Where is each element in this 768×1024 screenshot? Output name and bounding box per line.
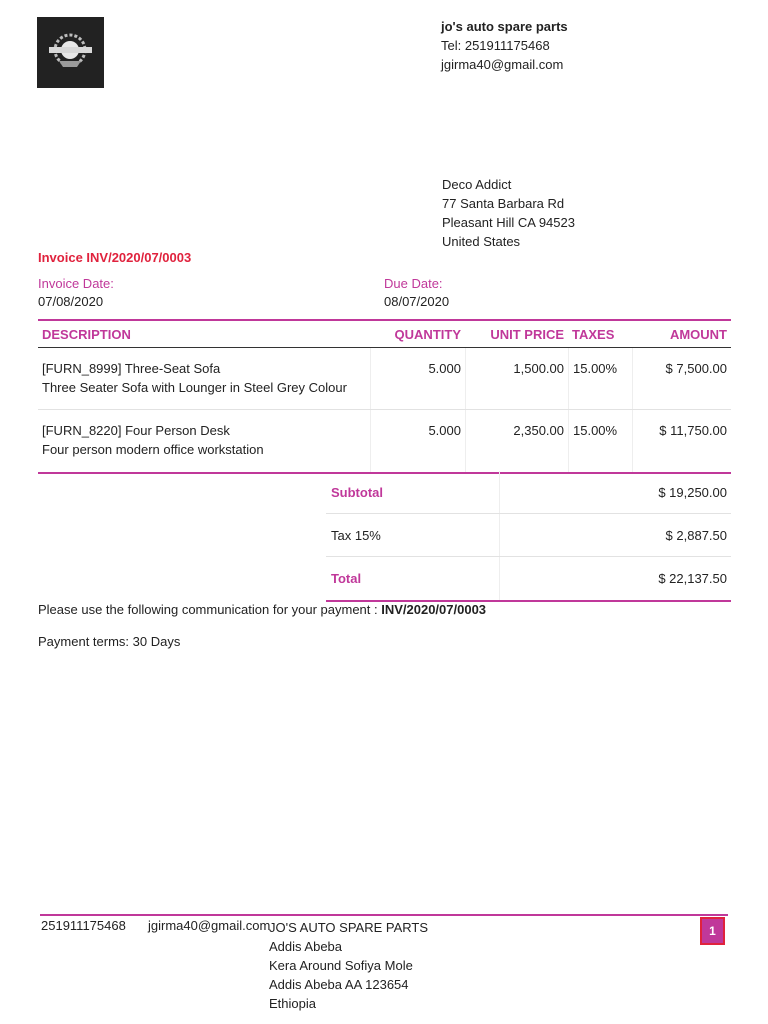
payment-terms: Payment terms: 30 Days — [38, 634, 181, 649]
due-date-value: 08/07/2020 — [384, 294, 450, 309]
product-name: [FURN_8220] Four Person Desk — [42, 423, 230, 438]
line-quantity: 5.000 — [370, 348, 465, 409]
product-name: [FURN_8999] Three-Seat Sofa — [42, 361, 221, 376]
customer-city: Pleasant Hill CA 94523 — [442, 215, 575, 230]
table-header — [38, 321, 731, 348]
table-row — [38, 410, 731, 472]
communication-text: Please use the following communication for your payment : — [38, 602, 382, 617]
line-description — [38, 348, 370, 409]
tax-value: $ 2,887.50 — [665, 527, 727, 543]
invoice-title: Invoice INV/2020/07/0003 — [38, 250, 192, 265]
header-description: DESCRIPTION — [42, 326, 131, 342]
footer-company: JO'S AUTO SPARE PARTS — [269, 920, 429, 935]
footer-email: jgirma40@gmail.com — [148, 918, 271, 933]
header-taxes: TAXES — [572, 326, 615, 342]
line-taxes: 15.00% — [568, 410, 632, 472]
total-row — [326, 557, 731, 600]
line-description — [38, 410, 370, 472]
footer-address-line: Addis Abeba AA 123654 — [269, 977, 409, 992]
line-unit-price: 1,500.00 — [465, 348, 568, 409]
page-number: 1 — [700, 917, 725, 945]
payment-communication — [38, 602, 486, 617]
subtotal-row — [326, 471, 731, 514]
total-value: $ 22,137.50 — [658, 571, 727, 586]
line-unit-price: 2,350.00 — [465, 410, 568, 472]
customer-name: Deco Addict — [442, 177, 512, 192]
tax-row — [326, 514, 731, 557]
header-amount: AMOUNT — [669, 326, 727, 342]
invoice-date-label: Invoice Date: — [38, 276, 114, 291]
company-phone: Tel: 251911175468 — [441, 38, 550, 53]
totals-table — [326, 471, 731, 602]
customer-country: United States — [442, 234, 521, 249]
line-taxes: 15.00% — [568, 348, 632, 409]
tax-label: Tax 15% — [326, 514, 500, 556]
customer-street: 77 Santa Barbara Rd — [442, 196, 565, 211]
total-label: Total — [326, 557, 500, 600]
table-row — [38, 348, 731, 410]
customer-address — [442, 175, 575, 251]
invoice-date-block — [38, 276, 114, 309]
footer-address-line: Ethiopia — [269, 996, 316, 1011]
header-quantity: QUANTITY — [394, 326, 461, 342]
company-info — [441, 17, 568, 74]
subtotal-label: Subtotal — [326, 471, 500, 513]
due-date-label: Due Date: — [384, 276, 443, 291]
footer-address-line: Kera Around Sofiya Mole — [269, 958, 413, 973]
product-detail: Four person modern office workstation — [42, 442, 264, 457]
company-email: jgirma40@gmail.com — [441, 57, 564, 72]
company-logo — [37, 17, 104, 88]
product-detail: Three Seater Sofa with Lounger in Steel Grey Colour — [42, 380, 347, 395]
footer-address — [269, 918, 428, 1013]
invoice-date-value: 07/08/2020 — [38, 294, 104, 309]
communication-reference: INV/2020/07/0003 — [381, 602, 487, 617]
company-name: jo's auto spare parts — [441, 19, 568, 34]
line-quantity: 5.000 — [370, 410, 465, 472]
gear-car-logo-icon — [37, 17, 104, 88]
footer-divider — [40, 914, 728, 916]
subtotal-value: $ 19,250.00 — [658, 484, 727, 500]
line-amount: $ 7,500.00 — [632, 348, 731, 409]
footer-address-line: Addis Abeba — [269, 939, 343, 954]
footer-phone: 251911175468 — [41, 918, 126, 933]
invoice-lines-table — [38, 319, 731, 474]
line-amount: $ 11,750.00 — [632, 410, 731, 472]
due-date-block — [384, 276, 449, 309]
header-unit-price: UNIT PRICE — [490, 326, 564, 342]
